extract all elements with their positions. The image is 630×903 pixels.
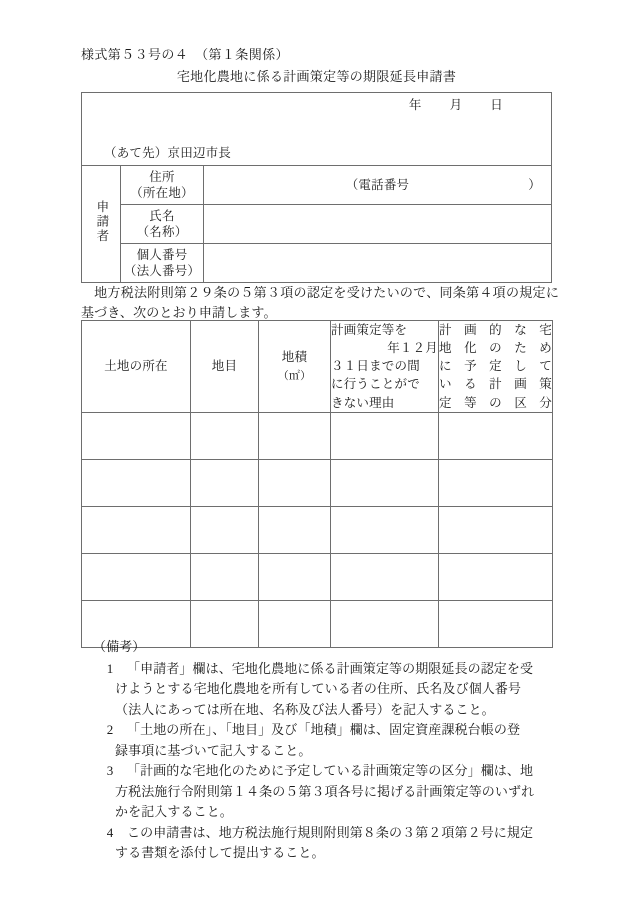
col-header-location: 土地の所在 (82, 321, 191, 413)
cell-location[interactable] (82, 506, 191, 553)
individual-number-field[interactable] (204, 244, 552, 283)
cell-plan_type[interactable] (439, 553, 553, 600)
note-number: 3 (106, 763, 114, 779)
cell-reason[interactable] (331, 412, 439, 459)
form-number: 様式第５３号の４ （第１条関係） (81, 47, 289, 62)
statement-paragraph (81, 283, 559, 323)
table-row (82, 506, 553, 553)
cell-reason[interactable] (331, 506, 439, 553)
note-line: （法人にあっては所在地、名称及び法人番号）を記入すること。 (115, 701, 495, 717)
notes-list (81, 659, 559, 864)
cell-area[interactable] (259, 412, 331, 459)
phone-suffix-label: ） (528, 177, 541, 192)
cell-location[interactable] (82, 412, 191, 459)
note-item (93, 823, 559, 864)
col-header-area: 地積 （㎡） (259, 321, 331, 413)
note-line: 「申請者」欄は、宅地化農地に係る計画策定等の期限延長の認定を受 (127, 660, 534, 676)
statement-line-1: 地方税法附則第２９条の５第３項の認定を受けたいので、同条第４項の規 (94, 285, 533, 300)
applicant-table (81, 92, 552, 283)
name-label: 氏名 （名称） (121, 205, 204, 244)
table-row (82, 553, 553, 600)
cell-plan_type[interactable] (439, 506, 553, 553)
note-line: する書類を添付して提出すること。 (115, 845, 325, 861)
date-month-label: 月 (449, 98, 463, 112)
note-number: 2 (106, 722, 114, 738)
cell-category[interactable] (191, 459, 259, 506)
phone-prefix-label: （電話番号 (345, 177, 410, 192)
note-line: けようとする宅地化農地を所有している者の住所、氏名及び個人番号 (115, 681, 522, 697)
note-line: この申請書は、地方税法施行規則附則第８条の３第２項第２号に規定 (127, 824, 534, 840)
date-row (82, 93, 552, 124)
table-row (82, 459, 553, 506)
land-table (81, 320, 553, 648)
cell-area[interactable] (259, 553, 331, 600)
cell-location[interactable] (82, 459, 191, 506)
col-header-category: 地目 (191, 321, 259, 413)
date-year-label: 年 (408, 98, 422, 112)
address-field[interactable] (204, 166, 552, 205)
page-title: 宅地化農地に係る計画策定等の期限延長申請書 (176, 69, 457, 84)
table-row (82, 412, 553, 459)
name-field[interactable] (204, 205, 552, 244)
cell-category[interactable] (191, 506, 259, 553)
address-row (82, 166, 552, 205)
note-item (93, 761, 559, 823)
note-number: 1 (106, 660, 114, 676)
addressee-cell: （あて先）京田辺市長 (82, 123, 552, 166)
cell-category[interactable] (191, 553, 259, 600)
addressee-row (82, 123, 552, 166)
name-row (82, 205, 552, 244)
cell-reason[interactable] (331, 553, 439, 600)
note-line: 「計画的な宅地化のために予定している計画策定等の区分」欄は、地 (127, 763, 534, 779)
note-item (93, 659, 559, 721)
cell-reason[interactable] (331, 459, 439, 506)
notes-title: （備考） (93, 639, 146, 654)
address-label: 住所 （所在地） (121, 166, 204, 205)
notes-section (81, 637, 559, 864)
cell-area[interactable] (259, 459, 331, 506)
note-number: 4 (106, 824, 114, 840)
note-text (115, 823, 559, 864)
note-text (115, 659, 559, 721)
cell-category[interactable] (191, 412, 259, 459)
cell-location[interactable] (82, 553, 191, 600)
cell-plan_type[interactable] (439, 412, 553, 459)
note-line: 方税法施行令附則第１４条の５第３項各号に掲げる計画策定等のいずれ (115, 783, 535, 799)
col-header-reason: 計画策定等を 年１２月 ３１日までの間 に行うことがで きない理由 (331, 321, 439, 413)
note-line: 録事項に基づいて記入すること。 (115, 742, 312, 758)
note-line: 「土地の所在」、「地目」及び「地積」欄は、固定資産課税台帳の登 (127, 722, 521, 738)
applicant-label: 申請者 (82, 166, 121, 283)
col-header-plan-type: 計画的な宅 地化のため に予定して いる計画策 定等の区分 (439, 321, 553, 413)
individual-number-row (82, 244, 552, 283)
statement-line-2: 定に基づき、次のとおり申請します。 (81, 285, 559, 321)
note-line: かを記入すること。 (115, 804, 233, 820)
note-text (115, 720, 559, 761)
date-day-label: 日 (490, 98, 503, 112)
cell-plan_type[interactable] (439, 459, 553, 506)
cell-area[interactable] (259, 506, 331, 553)
note-text (115, 761, 559, 823)
note-item (93, 720, 559, 761)
date-cell[interactable] (82, 93, 552, 124)
land-table-header-row (82, 321, 553, 413)
individual-number-label: 個人番号 （法人番号） (121, 244, 204, 283)
